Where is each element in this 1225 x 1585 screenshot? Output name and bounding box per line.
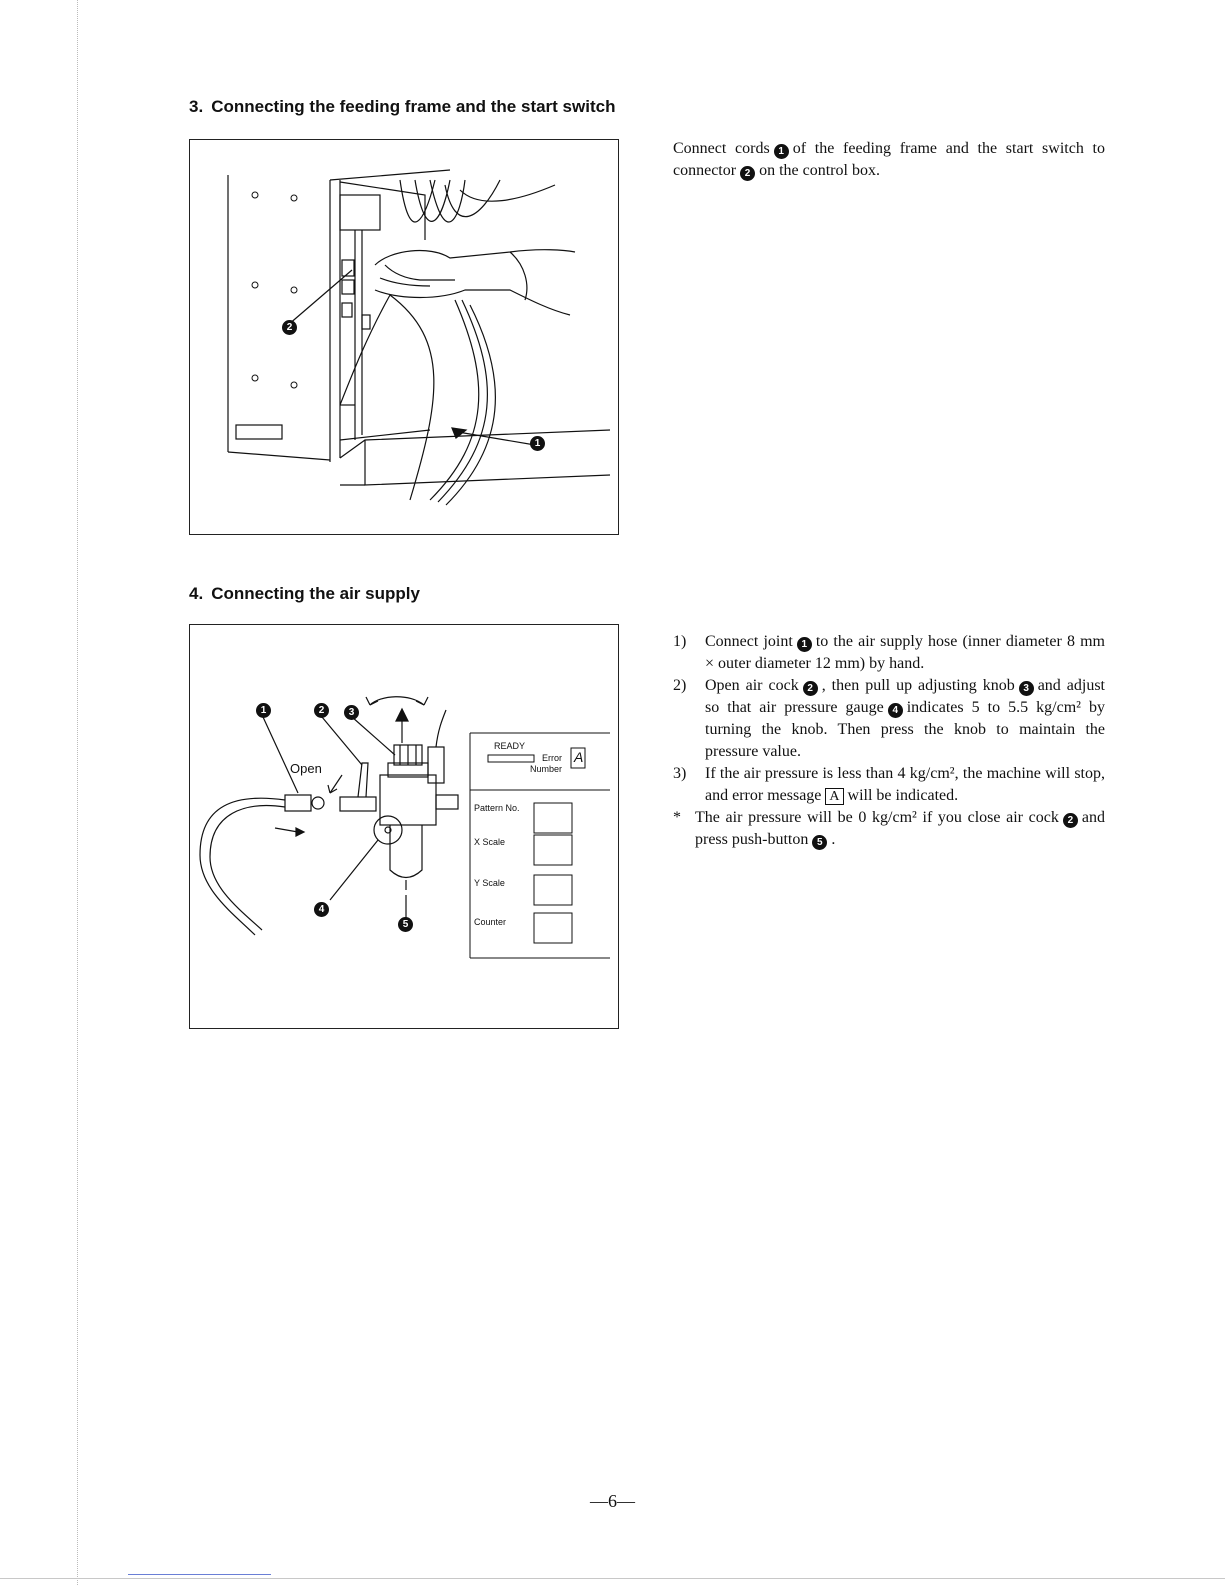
callout-2-connector: 2 <box>282 320 297 335</box>
figure-air-supply-connection <box>189 624 619 1029</box>
open-label: Open <box>290 761 322 776</box>
page-number: —6— <box>590 1491 635 1511</box>
callout-2-air-cock: 2 <box>314 703 329 718</box>
section-3-instruction: Connect cords 1 of the feeding frame and the start switch to connector 2 on the control box. <box>673 140 1105 179</box>
scan-margin-line <box>77 0 78 1585</box>
air-supply-illustration <box>190 625 620 1030</box>
step-2-callout-a: 2 <box>803 681 818 696</box>
page-bottom-link-underline <box>128 1574 271 1575</box>
page-bottom-rule <box>0 1578 1225 1579</box>
callout-5-push-button: 5 <box>398 917 413 932</box>
air-supply-steps <box>673 631 1105 851</box>
section-4-heading: 4. Connecting the air supply <box>189 584 420 603</box>
section-3-heading: 3. Connecting the feeding frame and the start switch <box>189 97 616 116</box>
step-3: 3) If the air pressure is less than 4 kg/cm², the machine will stop, and error message A will be indicated. <box>673 765 1105 804</box>
panel-error-label: Error <box>542 753 562 763</box>
panel-x-scale-label: X Scale <box>474 837 506 847</box>
inline-callout-1: 1 <box>774 144 789 159</box>
inline-callout-2: 2 <box>740 166 755 181</box>
panel-error-digit: A <box>574 749 584 765</box>
figure-feeding-frame-connection <box>189 139 619 535</box>
callout-1-cords: 1 <box>530 436 545 451</box>
feeding-frame-illustration <box>190 140 620 536</box>
error-message-box: A <box>825 788 843 805</box>
note-callout-b: 5 <box>812 835 827 850</box>
panel-y-scale-label: Y Scale <box>474 878 505 888</box>
note-callout-a: 2 <box>1063 813 1078 828</box>
panel-pattern-no-label: Pattern No. <box>474 803 520 813</box>
panel-counter-label: Counter <box>474 917 507 927</box>
step-1: 1) Connect joint 1 to the air supply hose (inner diameter 8 mm × outer diameter 12 mm) by hand. <box>673 633 1105 672</box>
callout-1-joint: 1 <box>256 703 271 718</box>
step-1-callout: 1 <box>797 637 812 652</box>
callout-4-pressure-gauge: 4 <box>314 902 329 917</box>
step-2: 2) Open air cock 2 , then pull up adjusting knob 3 and adjust so that air pressure gauge 4 indicates 5 to 5.5 kg/cm² by turning the knob. Then press the knob to maintain the pressure value. <box>673 677 1106 760</box>
note: * The air pressure will be 0 kg/cm² if you close air cock 2 and press push-button 5 . <box>673 809 1105 848</box>
step-2-callout-c: 4 <box>888 703 903 718</box>
callout-3-adjusting-knob: 3 <box>344 705 359 720</box>
panel-ready-label: READY <box>494 741 526 751</box>
panel-number-label: Number <box>530 764 563 774</box>
step-2-callout-b: 3 <box>1019 681 1034 696</box>
